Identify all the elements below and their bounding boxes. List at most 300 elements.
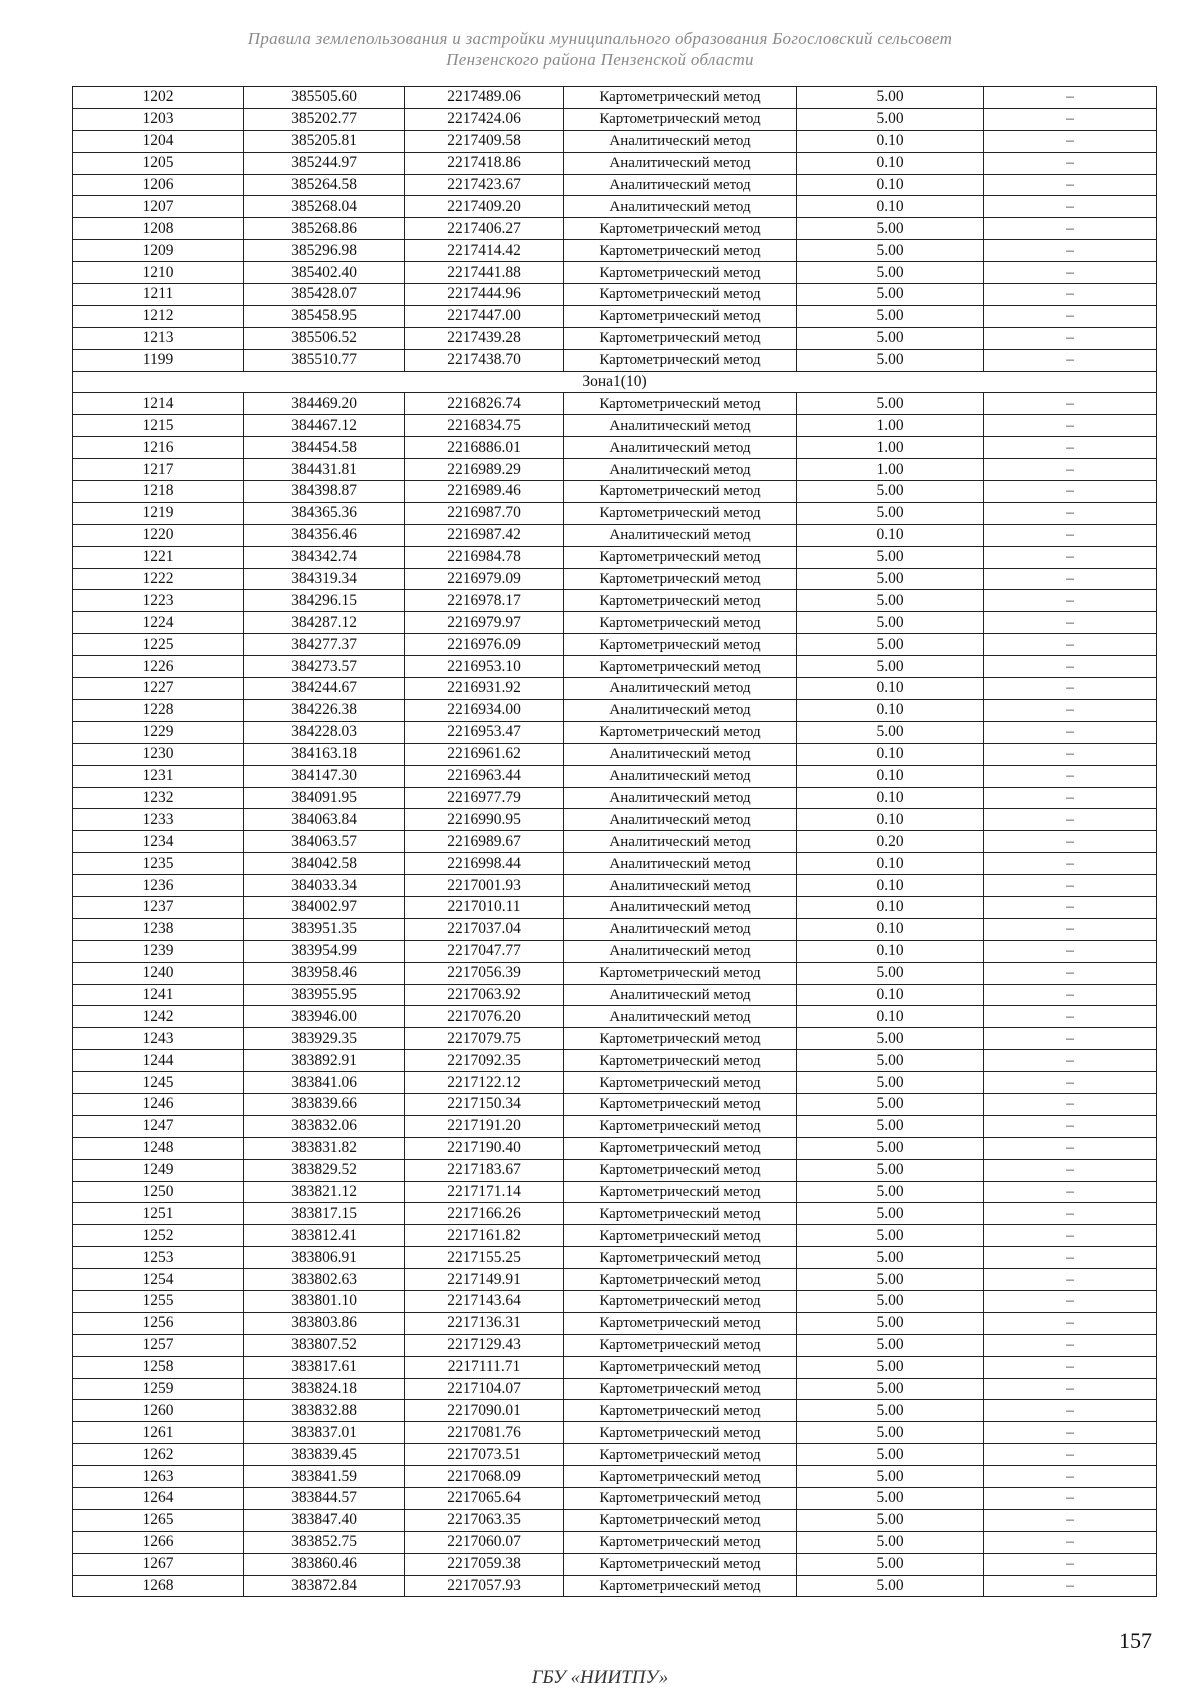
- x-coordinate-cell: 383801.10: [244, 1290, 405, 1312]
- point-number-cell: 1228: [73, 699, 244, 721]
- table-row: [73, 1509, 1157, 1531]
- point-number-cell: 1208: [73, 218, 244, 240]
- accuracy-cell: 5.00: [797, 1488, 984, 1510]
- method-cell: Картометрический метод: [564, 546, 797, 568]
- point-number-cell: 1218: [73, 481, 244, 503]
- method-cell: Картометрический метод: [564, 612, 797, 634]
- point-number-cell: 1205: [73, 152, 244, 174]
- table-row: [73, 240, 1157, 262]
- method-cell: Аналитический метод: [564, 875, 797, 897]
- x-coordinate-cell: 383860.46: [244, 1553, 405, 1575]
- point-number-cell: 1229: [73, 721, 244, 743]
- method-cell: Аналитический метод: [564, 1006, 797, 1028]
- table-row: [73, 1444, 1157, 1466]
- accuracy-cell: 0.10: [797, 787, 984, 809]
- method-cell: Картометрический метод: [564, 481, 797, 503]
- method-cell: Картометрический метод: [564, 1488, 797, 1510]
- table-row: [73, 1006, 1157, 1028]
- table-row: [73, 1531, 1157, 1553]
- table-row: [73, 1137, 1157, 1159]
- x-coordinate-cell: 383958.46: [244, 962, 405, 984]
- accuracy-cell: 5.00: [797, 218, 984, 240]
- table-row: [73, 305, 1157, 327]
- point-number-cell: 1261: [73, 1422, 244, 1444]
- x-coordinate-cell: 385264.58: [244, 174, 405, 196]
- point-number-cell: 1226: [73, 656, 244, 678]
- accuracy-cell: 5.00: [797, 656, 984, 678]
- accuracy-cell: 5.00: [797, 1269, 984, 1291]
- method-cell: Картометрический метод: [564, 634, 797, 656]
- method-cell: Картометрический метод: [564, 1509, 797, 1531]
- x-coordinate-cell: 384467.12: [244, 415, 405, 437]
- accuracy-cell: 0.10: [797, 875, 984, 897]
- y-coordinate-cell: 2217414.42: [405, 240, 564, 262]
- method-cell: Картометрический метод: [564, 1312, 797, 1334]
- x-coordinate-cell: 383841.59: [244, 1466, 405, 1488]
- header-line-2: Пензенского района Пензенской области: [446, 50, 754, 69]
- method-cell: Картометрический метод: [564, 218, 797, 240]
- y-coordinate-cell: 2217438.70: [405, 349, 564, 371]
- method-cell: Аналитический метод: [564, 678, 797, 700]
- method-cell: Картометрический метод: [564, 262, 797, 284]
- method-cell: Аналитический метод: [564, 437, 797, 459]
- table-row: [73, 262, 1157, 284]
- y-coordinate-cell: 2217129.43: [405, 1334, 564, 1356]
- table-row: [73, 568, 1157, 590]
- table-row: [73, 809, 1157, 831]
- table-row: [73, 590, 1157, 612]
- point-number-cell: 1231: [73, 765, 244, 787]
- point-number-cell: 1267: [73, 1553, 244, 1575]
- x-coordinate-cell: 383847.40: [244, 1509, 405, 1531]
- note-cell: –: [984, 218, 1157, 240]
- method-cell: Аналитический метод: [564, 787, 797, 809]
- method-cell: Картометрический метод: [564, 1269, 797, 1291]
- accuracy-cell: 5.00: [797, 1290, 984, 1312]
- table-row: [73, 502, 1157, 524]
- x-coordinate-cell: 383955.95: [244, 984, 405, 1006]
- document-header: [0, 28, 1200, 70]
- table-row: [73, 130, 1157, 152]
- note-cell: –: [984, 743, 1157, 765]
- note-cell: –: [984, 875, 1157, 897]
- accuracy-cell: 5.00: [797, 349, 984, 371]
- y-coordinate-cell: 2217037.04: [405, 918, 564, 940]
- accuracy-cell: 5.00: [797, 568, 984, 590]
- y-coordinate-cell: 2217423.67: [405, 174, 564, 196]
- x-coordinate-cell: 385268.86: [244, 218, 405, 240]
- accuracy-cell: 5.00: [797, 327, 984, 349]
- note-cell: –: [984, 524, 1157, 546]
- x-coordinate-cell: 383852.75: [244, 1531, 405, 1553]
- table-row: [73, 634, 1157, 656]
- table-row: [73, 284, 1157, 306]
- note-cell: –: [984, 568, 1157, 590]
- accuracy-cell: 1.00: [797, 415, 984, 437]
- accuracy-cell: 5.00: [797, 240, 984, 262]
- accuracy-cell: 0.10: [797, 130, 984, 152]
- x-coordinate-cell: 384063.84: [244, 809, 405, 831]
- y-coordinate-cell: 2217439.28: [405, 327, 564, 349]
- note-cell: –: [984, 918, 1157, 940]
- y-coordinate-cell: 2217409.20: [405, 196, 564, 218]
- table-row: [73, 108, 1157, 130]
- note-cell: –: [984, 1400, 1157, 1422]
- y-coordinate-cell: 2216989.67: [405, 831, 564, 853]
- accuracy-cell: 0.10: [797, 524, 984, 546]
- table-row: [73, 1400, 1157, 1422]
- point-number-cell: 1213: [73, 327, 244, 349]
- accuracy-cell: 5.00: [797, 1553, 984, 1575]
- y-coordinate-cell: 2217441.88: [405, 262, 564, 284]
- x-coordinate-cell: 383929.35: [244, 1028, 405, 1050]
- document-footer: ГБУ «НИИТПУ»: [531, 1667, 669, 1688]
- table-row: [73, 1181, 1157, 1203]
- y-coordinate-cell: 2217150.34: [405, 1093, 564, 1115]
- y-coordinate-cell: 2216976.09: [405, 634, 564, 656]
- y-coordinate-cell: 2216826.74: [405, 393, 564, 415]
- x-coordinate-cell: 383839.45: [244, 1444, 405, 1466]
- note-cell: –: [984, 1225, 1157, 1247]
- note-cell: –: [984, 502, 1157, 524]
- note-cell: –: [984, 174, 1157, 196]
- method-cell: Картометрический метод: [564, 1531, 797, 1553]
- table-row: [73, 896, 1157, 918]
- table-row: [73, 1356, 1157, 1378]
- point-number-cell: 1248: [73, 1137, 244, 1159]
- x-coordinate-cell: 385505.60: [244, 87, 405, 109]
- y-coordinate-cell: 2217010.11: [405, 896, 564, 918]
- method-cell: Аналитический метод: [564, 152, 797, 174]
- table-row: [73, 546, 1157, 568]
- x-coordinate-cell: 384002.97: [244, 896, 405, 918]
- note-cell: –: [984, 699, 1157, 721]
- y-coordinate-cell: 2216953.47: [405, 721, 564, 743]
- y-coordinate-cell: 2216953.10: [405, 656, 564, 678]
- table-row: [73, 765, 1157, 787]
- point-number-cell: 1203: [73, 108, 244, 130]
- accuracy-cell: 5.00: [797, 1400, 984, 1422]
- x-coordinate-cell: 384296.15: [244, 590, 405, 612]
- point-number-cell: 1242: [73, 1006, 244, 1028]
- accuracy-cell: 1.00: [797, 437, 984, 459]
- accuracy-cell: 0.10: [797, 678, 984, 700]
- point-number-cell: 1266: [73, 1531, 244, 1553]
- point-number-cell: 1257: [73, 1334, 244, 1356]
- accuracy-cell: 5.00: [797, 546, 984, 568]
- method-cell: Картометрический метод: [564, 962, 797, 984]
- point-number-cell: 1260: [73, 1400, 244, 1422]
- note-cell: –: [984, 240, 1157, 262]
- note-cell: –: [984, 1575, 1157, 1597]
- y-coordinate-cell: 2217149.91: [405, 1269, 564, 1291]
- accuracy-cell: 5.00: [797, 262, 984, 284]
- table-row: [73, 1269, 1157, 1291]
- note-cell: –: [984, 612, 1157, 634]
- header-line-1: Правила землепользования и застройки муниципального образования Богословский сельсовет: [247, 29, 953, 48]
- table-row: [73, 1115, 1157, 1137]
- accuracy-cell: 5.00: [797, 1247, 984, 1269]
- accuracy-cell: 5.00: [797, 1181, 984, 1203]
- y-coordinate-cell: 2217001.93: [405, 875, 564, 897]
- table-row: [73, 1553, 1157, 1575]
- accuracy-cell: 5.00: [797, 612, 984, 634]
- note-cell: –: [984, 787, 1157, 809]
- x-coordinate-cell: 384042.58: [244, 853, 405, 875]
- x-coordinate-cell: 383817.15: [244, 1203, 405, 1225]
- y-coordinate-cell: 2217447.00: [405, 305, 564, 327]
- point-number-cell: 1230: [73, 743, 244, 765]
- point-number-cell: 1224: [73, 612, 244, 634]
- x-coordinate-cell: 384033.34: [244, 875, 405, 897]
- note-cell: –: [984, 284, 1157, 306]
- note-cell: –: [984, 1269, 1157, 1291]
- x-coordinate-cell: 385506.52: [244, 327, 405, 349]
- note-cell: –: [984, 634, 1157, 656]
- point-number-cell: 1220: [73, 524, 244, 546]
- note-cell: –: [984, 1093, 1157, 1115]
- accuracy-cell: 5.00: [797, 1378, 984, 1400]
- point-number-cell: 1206: [73, 174, 244, 196]
- x-coordinate-cell: 384342.74: [244, 546, 405, 568]
- note-cell: –: [984, 1334, 1157, 1356]
- table-row: [73, 678, 1157, 700]
- y-coordinate-cell: 2216979.09: [405, 568, 564, 590]
- note-cell: –: [984, 1159, 1157, 1181]
- table-row: [73, 481, 1157, 503]
- y-coordinate-cell: 2216961.62: [405, 743, 564, 765]
- point-number-cell: 1232: [73, 787, 244, 809]
- x-coordinate-cell: 384365.36: [244, 502, 405, 524]
- x-coordinate-cell: 384226.38: [244, 699, 405, 721]
- point-number-cell: 1244: [73, 1050, 244, 1072]
- note-cell: –: [984, 1488, 1157, 1510]
- table-row: [73, 1247, 1157, 1269]
- table-row: [73, 612, 1157, 634]
- y-coordinate-cell: 2217073.51: [405, 1444, 564, 1466]
- y-coordinate-cell: 2216931.92: [405, 678, 564, 700]
- point-number-cell: 1211: [73, 284, 244, 306]
- point-number-cell: 1237: [73, 896, 244, 918]
- accuracy-cell: 5.00: [797, 284, 984, 306]
- accuracy-cell: 0.10: [797, 196, 984, 218]
- method-cell: Картометрический метод: [564, 1093, 797, 1115]
- y-coordinate-cell: 2217409.58: [405, 130, 564, 152]
- point-number-cell: 1239: [73, 940, 244, 962]
- accuracy-cell: 0.10: [797, 940, 984, 962]
- point-number-cell: 1227: [73, 678, 244, 700]
- accuracy-cell: 5.00: [797, 721, 984, 743]
- x-coordinate-cell: 384287.12: [244, 612, 405, 634]
- table-row: [73, 1488, 1157, 1510]
- point-number-cell: 1255: [73, 1290, 244, 1312]
- x-coordinate-cell: 383824.18: [244, 1378, 405, 1400]
- point-number-cell: 1265: [73, 1509, 244, 1531]
- method-cell: Аналитический метод: [564, 743, 797, 765]
- point-number-cell: 1240: [73, 962, 244, 984]
- method-cell: Картометрический метод: [564, 1203, 797, 1225]
- method-cell: Аналитический метод: [564, 896, 797, 918]
- method-cell: Аналитический метод: [564, 809, 797, 831]
- method-cell: Аналитический метод: [564, 174, 797, 196]
- point-number-cell: 1199: [73, 349, 244, 371]
- accuracy-cell: 5.00: [797, 87, 984, 109]
- point-number-cell: 1214: [73, 393, 244, 415]
- table-row: [73, 1312, 1157, 1334]
- table-row: [73, 1225, 1157, 1247]
- table-row: [73, 1050, 1157, 1072]
- accuracy-cell: 0.10: [797, 765, 984, 787]
- accuracy-cell: 5.00: [797, 1159, 984, 1181]
- table-row: [73, 1466, 1157, 1488]
- note-cell: –: [984, 437, 1157, 459]
- y-coordinate-cell: 2216987.42: [405, 524, 564, 546]
- x-coordinate-cell: 385202.77: [244, 108, 405, 130]
- y-coordinate-cell: 2217060.07: [405, 1531, 564, 1553]
- method-cell: Картометрический метод: [564, 721, 797, 743]
- point-number-cell: 1250: [73, 1181, 244, 1203]
- accuracy-cell: 5.00: [797, 1334, 984, 1356]
- method-cell: Картометрический метод: [564, 1050, 797, 1072]
- note-cell: –: [984, 1444, 1157, 1466]
- note-cell: –: [984, 108, 1157, 130]
- point-number-cell: 1251: [73, 1203, 244, 1225]
- table-row: [73, 918, 1157, 940]
- x-coordinate-cell: 384063.57: [244, 831, 405, 853]
- table-row: [73, 699, 1157, 721]
- table-row: [73, 152, 1157, 174]
- method-cell: Картометрический метод: [564, 1334, 797, 1356]
- note-cell: –: [984, 415, 1157, 437]
- x-coordinate-cell: 384398.87: [244, 481, 405, 503]
- y-coordinate-cell: 2217190.40: [405, 1137, 564, 1159]
- point-number-cell: 1221: [73, 546, 244, 568]
- note-cell: –: [984, 1006, 1157, 1028]
- method-cell: Картометрический метод: [564, 284, 797, 306]
- note-cell: –: [984, 327, 1157, 349]
- note-cell: –: [984, 831, 1157, 853]
- method-cell: Картометрический метод: [564, 502, 797, 524]
- method-cell: Картометрический метод: [564, 1400, 797, 1422]
- accuracy-cell: 5.00: [797, 393, 984, 415]
- y-coordinate-cell: 2217136.31: [405, 1312, 564, 1334]
- note-cell: –: [984, 1553, 1157, 1575]
- point-number-cell: 1209: [73, 240, 244, 262]
- point-number-cell: 1202: [73, 87, 244, 109]
- y-coordinate-cell: 2216989.46: [405, 481, 564, 503]
- point-number-cell: 1225: [73, 634, 244, 656]
- x-coordinate-cell: 384163.18: [244, 743, 405, 765]
- method-cell: Аналитический метод: [564, 459, 797, 481]
- method-cell: Аналитический метод: [564, 831, 797, 853]
- table-row: [73, 743, 1157, 765]
- note-cell: –: [984, 1378, 1157, 1400]
- point-number-cell: 1233: [73, 809, 244, 831]
- note-cell: –: [984, 1028, 1157, 1050]
- accuracy-cell: 5.00: [797, 1115, 984, 1137]
- y-coordinate-cell: 2217122.12: [405, 1072, 564, 1094]
- note-cell: –: [984, 262, 1157, 284]
- y-coordinate-cell: 2216834.75: [405, 415, 564, 437]
- y-coordinate-cell: 2217444.96: [405, 284, 564, 306]
- x-coordinate-cell: 383832.06: [244, 1115, 405, 1137]
- method-cell: Картометрический метод: [564, 656, 797, 678]
- method-cell: Картометрический метод: [564, 1422, 797, 1444]
- note-cell: –: [984, 1247, 1157, 1269]
- point-number-cell: 1217: [73, 459, 244, 481]
- y-coordinate-cell: 2217063.92: [405, 984, 564, 1006]
- note-cell: –: [984, 896, 1157, 918]
- point-number-cell: 1247: [73, 1115, 244, 1137]
- table-row: [73, 1334, 1157, 1356]
- point-number-cell: 1254: [73, 1269, 244, 1291]
- x-coordinate-cell: 385510.77: [244, 349, 405, 371]
- x-coordinate-cell: 385244.97: [244, 152, 405, 174]
- y-coordinate-cell: 2217171.14: [405, 1181, 564, 1203]
- table-row: [73, 218, 1157, 240]
- accuracy-cell: 5.00: [797, 502, 984, 524]
- y-coordinate-cell: 2217489.06: [405, 87, 564, 109]
- x-coordinate-cell: 383892.91: [244, 1050, 405, 1072]
- y-coordinate-cell: 2217111.71: [405, 1356, 564, 1378]
- point-number-cell: 1262: [73, 1444, 244, 1466]
- y-coordinate-cell: 2217079.75: [405, 1028, 564, 1050]
- note-cell: –: [984, 1181, 1157, 1203]
- table-row: [73, 1378, 1157, 1400]
- point-number-cell: 1256: [73, 1312, 244, 1334]
- method-cell: Аналитический метод: [564, 940, 797, 962]
- y-coordinate-cell: 2217161.82: [405, 1225, 564, 1247]
- accuracy-cell: 0.10: [797, 174, 984, 196]
- table-row: [73, 415, 1157, 437]
- accuracy-cell: 0.10: [797, 984, 984, 1006]
- note-cell: –: [984, 152, 1157, 174]
- note-cell: –: [984, 459, 1157, 481]
- y-coordinate-cell: 2217090.01: [405, 1400, 564, 1422]
- x-coordinate-cell: 385205.81: [244, 130, 405, 152]
- table-row: [73, 1422, 1157, 1444]
- accuracy-cell: 0.10: [797, 699, 984, 721]
- y-coordinate-cell: 2217424.06: [405, 108, 564, 130]
- x-coordinate-cell: 385428.07: [244, 284, 405, 306]
- method-cell: Картометрический метод: [564, 1247, 797, 1269]
- y-coordinate-cell: 2217076.20: [405, 1006, 564, 1028]
- accuracy-cell: 5.00: [797, 634, 984, 656]
- method-cell: Картометрический метод: [564, 1225, 797, 1247]
- method-cell: Картометрический метод: [564, 1159, 797, 1181]
- x-coordinate-cell: 384431.81: [244, 459, 405, 481]
- point-number-cell: 1219: [73, 502, 244, 524]
- note-cell: –: [984, 196, 1157, 218]
- note-cell: –: [984, 940, 1157, 962]
- method-cell: Картометрический метод: [564, 1072, 797, 1094]
- x-coordinate-cell: 384147.30: [244, 765, 405, 787]
- y-coordinate-cell: 2217143.64: [405, 1290, 564, 1312]
- table-row: [73, 437, 1157, 459]
- point-number-cell: 1245: [73, 1072, 244, 1094]
- table-row: [73, 393, 1157, 415]
- x-coordinate-cell: 383951.35: [244, 918, 405, 940]
- y-coordinate-cell: 2217104.07: [405, 1378, 564, 1400]
- method-cell: Аналитический метод: [564, 130, 797, 152]
- table-row: [73, 962, 1157, 984]
- point-number-cell: 1243: [73, 1028, 244, 1050]
- table-row: [73, 1203, 1157, 1225]
- y-coordinate-cell: 2217191.20: [405, 1115, 564, 1137]
- method-cell: Картометрический метод: [564, 1290, 797, 1312]
- note-cell: –: [984, 1422, 1157, 1444]
- method-cell: Картометрический метод: [564, 1575, 797, 1597]
